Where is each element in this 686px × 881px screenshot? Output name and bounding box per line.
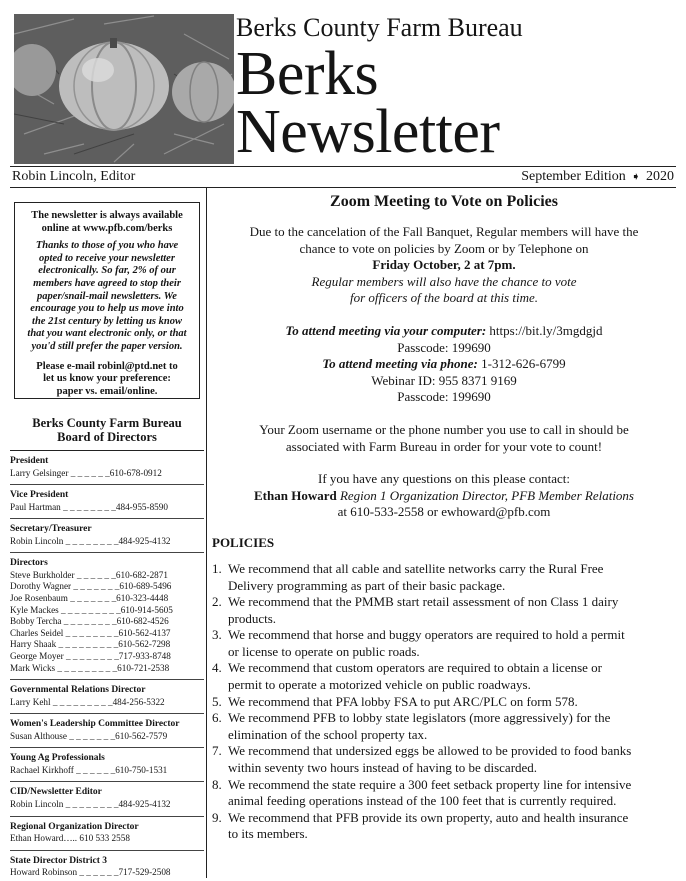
office-divider [10, 816, 204, 817]
member-entry: Robin Lincoln _ _ _ _ _ _ _ _484-925-4132 [10, 798, 171, 809]
policy-item [212, 710, 676, 743]
policy-number: 4. [212, 660, 222, 676]
notice-thanks-line: encourage you to help us move into [30, 303, 184, 315]
notice-thanks-line: members have agreed to stop their [33, 277, 181, 289]
office-title: Regional Organization Director [10, 821, 139, 832]
zoom-intro-line: chance to vote on policies by Zoom or by Telephone on [299, 240, 589, 256]
office-divider [10, 747, 204, 748]
member-entry: Kyle Mackes _ _ _ _ _ _ _ _ _610-914-5605 [10, 604, 173, 615]
member-entry: Harry Shaak _ _ _ _ _ _ _ _ _610-562-7298 [10, 639, 171, 650]
policy-text-line: We recommend that PFA lobby FSA to put ARC/PLC on form 578. [228, 693, 578, 709]
policy-text-line: products. [228, 610, 277, 626]
edition-year: 2020 [646, 169, 674, 184]
office-title: Young Ag Professionals [10, 753, 105, 764]
member-entry: Larry Kehl _ _ _ _ _ _ _ _ _484-256-5322 [10, 696, 165, 707]
member-entry: Charles Seidel _ _ _ _ _ _ _ _610-562-4137 [10, 627, 171, 638]
notice-contact-line: Please e-mail robinl@ptd.net to [36, 360, 178, 372]
office-vice-president [10, 490, 204, 519]
member-entry: Paul Hartman _ _ _ _ _ _ _ _484-955-8590 [10, 501, 168, 512]
zoom-attend [212, 323, 676, 406]
office-title: CID/Newsletter Editor [10, 787, 102, 798]
office-newsletter-editor [10, 787, 204, 816]
member-entry: Rachael Kirkhoff _ _ _ _ _ _610-750-1531 [10, 764, 168, 775]
column-divider [206, 188, 207, 878]
office-title: Governmental Relations Director [10, 685, 146, 696]
zoom-intro-line: Due to the cancelation of the Fall Banquet, Regular members will have the [249, 224, 639, 239]
office-divider [10, 679, 204, 680]
policy-text-line: We recommend that undersized eggs be allowed to be provided to food banks [228, 743, 632, 759]
member-entry: Dorothy Wagner _ _ _ _ _ _ _610-689-5496 [10, 581, 172, 592]
member-entry: Steve Burkholder _ _ _ _ _ _610-682-2871 [10, 569, 168, 580]
office-divider [10, 781, 204, 782]
office-president [10, 456, 204, 485]
zoom-link[interactable]: https://bit.ly/3mgdgjd [486, 322, 603, 338]
board-of-directors [10, 416, 204, 879]
board-divider [10, 450, 204, 451]
username-note [212, 422, 676, 455]
bureau-name: Berks County Farm Bureau [236, 13, 523, 42]
office-state-director [10, 856, 204, 879]
policy-text-line: We recommend that all cable and satellite networks carry the Rural Free [228, 560, 604, 576]
policy-number: 2. [212, 594, 222, 610]
notice-thanks [21, 240, 193, 353]
policy-item [212, 594, 676, 627]
notice-thanks-line: Thanks to those of you who have [35, 240, 179, 252]
editor-credit: Robin Lincoln, Editor [12, 169, 136, 184]
passcode-phone: Passcode: 199690 [397, 389, 491, 405]
spacer [212, 406, 676, 422]
editor-row [12, 168, 674, 186]
phone-attend-line [212, 356, 676, 373]
newsletter-title-line-1: Berks [236, 40, 379, 108]
zoom-date: Friday October, 2 at 7pm. [372, 257, 516, 273]
policies-list [212, 561, 676, 843]
contact-title: Region 1 Organization Director, PFB Member Relations [336, 487, 634, 503]
policy-text-line: animal feeding operations instead of the 100 feet that is currently required. [228, 793, 617, 809]
policy-text-line: or license to operate on public roads. [228, 643, 420, 659]
office-divider [10, 484, 204, 485]
masthead-rule-top [10, 166, 676, 167]
office-regional-organization [10, 822, 204, 851]
policy-item [212, 660, 676, 693]
office-title: Women's Leadership Committee Director [10, 719, 180, 730]
office-divider [10, 850, 204, 851]
sidebar [10, 192, 204, 878]
policy-number: 9. [212, 809, 222, 825]
masthead [10, 8, 676, 164]
office-divider [10, 713, 204, 714]
policy-text-line: Delivery programming as part of their basic package. [228, 577, 506, 593]
policy-text-line: We recommend PFB to lobby state legislators (more aggressively) for the [228, 710, 611, 726]
policy-number: 8. [212, 776, 222, 792]
main-column [212, 192, 676, 843]
computer-attend-line [212, 323, 676, 340]
zoom-officers-line: for officers of the board at this time. [349, 290, 538, 306]
policy-number: 1. [212, 560, 222, 576]
notice-thanks-line: opted to receive your newsletter [39, 252, 175, 264]
member-entry: Ethan Howard….. 610 533 2558 [10, 833, 130, 843]
computer-attend-label: To attend meeting via your computer: [285, 322, 487, 338]
board-title-line-2: Board of Directors [57, 430, 157, 444]
notice-line-1: The newsletter is always available [31, 210, 183, 221]
arrow-right-icon: ➧ [631, 170, 641, 183]
notice-thanks-line: electronically. So far, 2% of our [38, 265, 176, 277]
newsletter-title-line-2: Newsletter [236, 98, 500, 166]
username-note-line: Your Zoom username or the phone number you use to call in should be [259, 421, 629, 437]
notice-thanks-line: you'd still prefer the paper version. [31, 340, 183, 352]
policy-item [212, 694, 676, 711]
member-entry: Bobby Tercha _ _ _ _ _ _ _ _610-682-4526 [10, 616, 169, 627]
contact-person-line [212, 488, 676, 505]
policies-heading: POLICIES [212, 534, 275, 550]
pumpkin-photo [14, 14, 234, 164]
notice-contact [21, 361, 193, 399]
member-entry: Susan Althouse _ _ _ _ _ _ _610-562-7579 [10, 730, 168, 741]
office-divider [10, 552, 204, 553]
policy-number: 3. [212, 627, 222, 643]
policy-item [212, 810, 676, 843]
member-entry: George Moyer _ _ _ _ _ _ _ _717-933-8748 [10, 650, 171, 661]
member-entry: Joe Rosenbaum _ _ _ _ _ _ _610-323-4448 [10, 592, 169, 603]
zoom-heading: Zoom Meeting to Vote on Policies [330, 193, 558, 210]
policy-text-line: We recommend the state require a 300 feet setback property line for intensive [228, 776, 632, 792]
notice-contact-line: let us know your preference: [43, 373, 171, 385]
policy-number: 5. [212, 693, 222, 709]
zoom-officers-line: Regular members will also have the chance to vote [311, 273, 577, 289]
masthead-rule-bottom [10, 187, 676, 188]
office-governmental-relations [10, 685, 204, 714]
notice-thanks-line: the 21st century by letting us know [32, 315, 182, 327]
member-entry: Robin Lincoln _ _ _ _ _ _ _ _484-925-4132 [10, 535, 171, 546]
office-directors [10, 558, 204, 680]
office-womens-leadership [10, 719, 204, 748]
spacer [212, 307, 676, 323]
phone-number: 1-312-626-6799 [477, 356, 566, 372]
policy-text-line: permit to operate a motorized vehicle on public roadways. [228, 677, 531, 693]
contact-name: Ethan Howard [254, 487, 337, 503]
notice-contact-line: paper vs. email/online. [56, 385, 158, 397]
office-secretary-treasurer [10, 524, 204, 553]
member-entry: Larry Gelsinger _ _ _ _ _ _610-678-0912 [10, 467, 162, 478]
edition-month: September Edition [521, 169, 626, 184]
username-note-line: associated with Farm Bureau in order for your vote to count! [285, 438, 603, 454]
office-divider [10, 518, 204, 519]
spacer [212, 455, 676, 471]
phone-attend-label: To attend meeting via phone: [322, 356, 478, 372]
policy-item [212, 777, 676, 810]
policy-item [212, 561, 676, 594]
policy-text-line: We recommend that horse and buggy operators are required to hold a permit [228, 627, 625, 643]
policy-text-line: to its members. [228, 826, 308, 842]
contact-info: at 610-533-2558 or ewhoward@pfb.com [337, 504, 551, 520]
webinar-id: Webinar ID: 955 8371 9169 [371, 372, 517, 388]
policy-item [212, 627, 676, 660]
policy-number: 6. [212, 710, 222, 726]
questions-contact [212, 471, 676, 521]
policy-number: 7. [212, 743, 222, 759]
policy-text-line: We recommend that the PMMB start retail assessment of non Class 1 dairy [228, 594, 619, 610]
policy-item [212, 743, 676, 776]
notice-line-2: online at www.pfb.com/berks [41, 222, 173, 234]
office-title: State Director District 3 [10, 855, 107, 866]
zoom-intro [212, 224, 676, 307]
office-title: Vice President [10, 490, 69, 501]
pumpkin-photo-icon [14, 14, 234, 164]
questions-line: If you have any questions on this please contact: [318, 471, 570, 487]
office-title: President [10, 456, 49, 466]
policy-text-line: We recommend that PFB provide its own property, auto and health insurance [228, 809, 629, 825]
notice-thanks-line: that you want electronic only, or that [27, 328, 187, 340]
passcode-computer: Passcode: 199690 [397, 339, 491, 355]
policy-text-line: We recommend that custom operators are required to obtain a license or [228, 660, 603, 676]
member-entry: Mark Wicks _ _ _ _ _ _ _ _ _610-721-2538 [10, 662, 170, 673]
member-entry: Howard Robinson _ _ _ _ _ _717-529-2508 [10, 867, 171, 878]
office-title: Secretary/Treasurer [10, 524, 92, 535]
office-title: Directors [10, 558, 48, 569]
policy-text-line: elimination of the school property tax. [228, 726, 428, 742]
edition-label [521, 168, 674, 186]
policy-text-line: within seventy two hours instead of having to be discarded. [228, 760, 538, 776]
notice-thanks-line: paper/snail-mail newsletters. We [37, 290, 177, 302]
board-title-line-1: Berks County Farm Bureau [32, 416, 182, 430]
office-young-ag [10, 753, 204, 782]
newsletter-notice-box [14, 202, 200, 399]
